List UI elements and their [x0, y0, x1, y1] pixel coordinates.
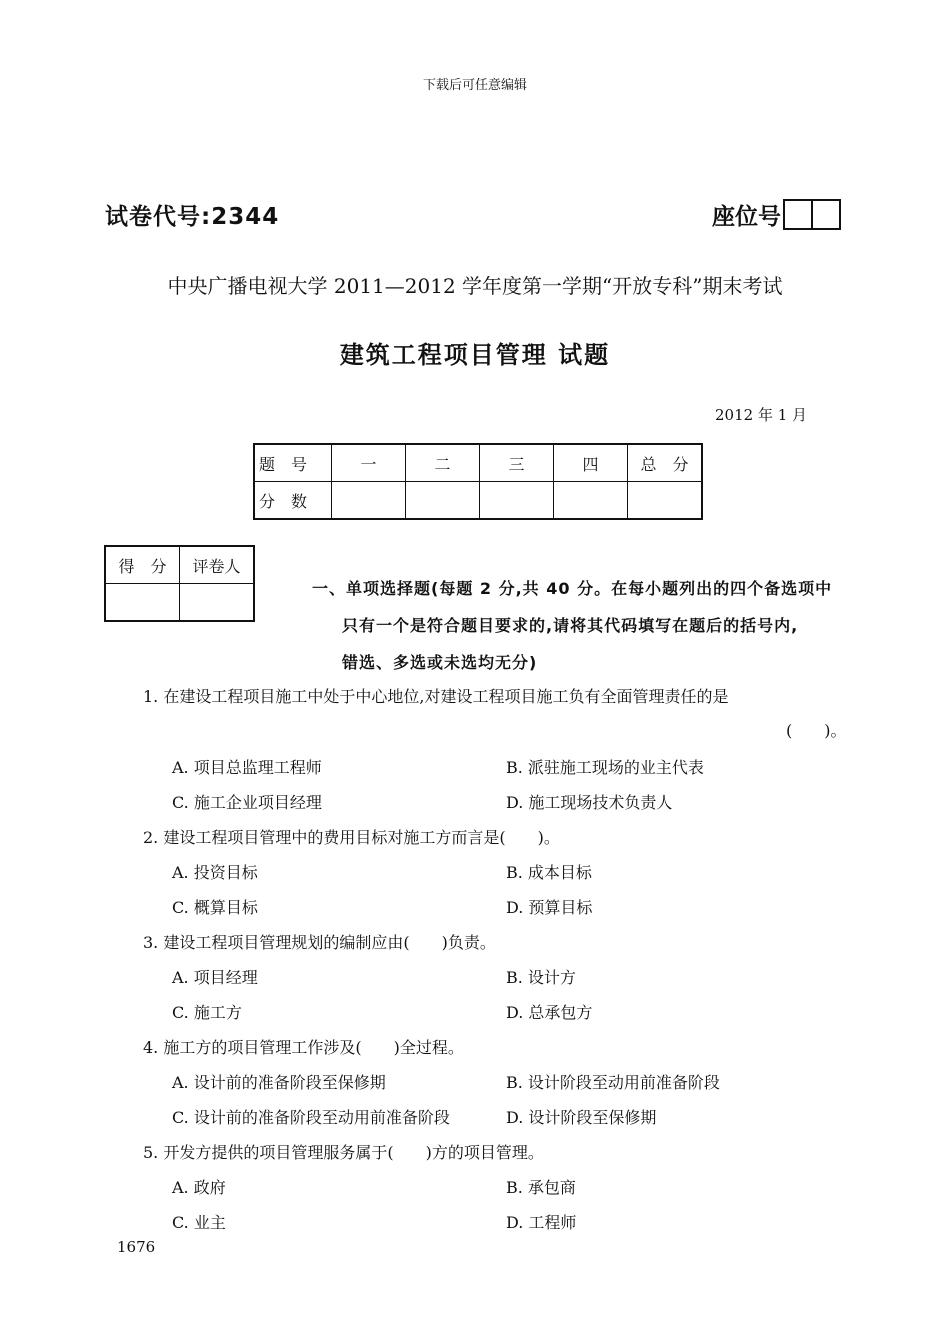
score-table-cell: 一 [332, 444, 406, 482]
seat-number [712, 198, 841, 231]
option-a: A. 项目经理 [172, 968, 258, 987]
section-1-heading [312, 570, 872, 681]
score-cell-blank [480, 482, 554, 520]
option-a: A. 设计前的准备阶段至保修期 [172, 1073, 386, 1092]
question-stem: 4. 施工方的项目管理工作涉及( )全过程。 [143, 1038, 464, 1057]
section-1-line: 一、单项选择题(每题 2 分,共 40 分。在每小题列出的四个备选项中 [312, 579, 833, 598]
option-b: B. 成本目标 [506, 863, 592, 882]
answer-blank: ( )。 [786, 721, 847, 740]
score-cell-blank [406, 482, 480, 520]
option-b: B. 承包商 [506, 1178, 576, 1197]
seat-label: 座位号 [712, 204, 781, 230]
page-title: 建筑工程项目管理 试题 [339, 341, 611, 369]
option-c: C. 施工企业项目经理 [172, 793, 322, 812]
score-cell-blank [628, 482, 703, 520]
grader-cell-blank [180, 584, 255, 622]
paper-code: 试卷代号:2344 [105, 204, 280, 230]
exam-date: 2012 年 1 月 [715, 406, 808, 424]
question-stem: 5. 开发方提供的项目管理服务属于( )方的项目管理。 [143, 1143, 544, 1162]
option-b: B. 设计方 [506, 968, 576, 987]
score-table-cell: 分 数 [254, 482, 332, 520]
option-b: B. 设计阶段至动用前准备阶段 [506, 1073, 720, 1092]
download-note: 下载后可任意编辑 [422, 78, 527, 93]
option-d: D. 预算目标 [506, 898, 593, 917]
grader-table [104, 545, 255, 622]
seat-boxes [783, 199, 841, 230]
score-table [253, 443, 703, 520]
question-stem: 2. 建设工程项目管理中的费用目标对施工方而言是( )。 [143, 828, 560, 847]
option-c: C. 业主 [172, 1213, 226, 1232]
score-table-cell: 三 [480, 444, 554, 482]
option-c: C. 概算目标 [172, 898, 258, 917]
grader-name-label: 评卷人 [180, 546, 255, 584]
score-table-cell: 题 号 [254, 444, 332, 482]
score-table-cell: 总 分 [628, 444, 703, 482]
score-table-header-row [254, 444, 702, 482]
section-1-line: 只有一个是符合题目要求的,请将其代码填写在题后的括号内, [342, 616, 799, 635]
question-stem: 1. 在建设工程项目施工中处于中心地位,对建设工程项目施工负有全面管理责任的是 [143, 687, 729, 706]
grader-cell-blank [105, 584, 180, 622]
option-a: A. 政府 [172, 1178, 226, 1197]
option-d: D. 施工现场技术负责人 [506, 793, 673, 812]
score-cell-blank [554, 482, 628, 520]
option-d: D. 总承包方 [506, 1003, 593, 1022]
grader-score-label: 得 分 [105, 546, 180, 584]
option-c: C. 施工方 [172, 1003, 242, 1022]
option-a: A. 投资目标 [172, 863, 258, 882]
option-d: D. 设计阶段至保修期 [506, 1108, 657, 1127]
page-number: 1676 [117, 1238, 156, 1256]
score-table-score-row [254, 482, 702, 520]
exam-line: 中央广播电视大学 2011—2012 学年度第一学期“开放专科”期末考试 [167, 274, 783, 298]
option-c: C. 设计前的准备阶段至动用前准备阶段 [172, 1108, 450, 1127]
score-cell-blank [332, 482, 406, 520]
score-table-cell: 二 [406, 444, 480, 482]
option-d: D. 工程师 [506, 1213, 577, 1232]
question-stem: 3. 建设工程项目管理规划的编制应由( )负责。 [143, 933, 496, 952]
option-a: A. 项目总监理工程师 [172, 758, 322, 777]
score-table-cell: 四 [554, 444, 628, 482]
section-1-line: 错选、多选或未选均无分) [342, 653, 538, 672]
option-b: B. 派驻施工现场的业主代表 [506, 758, 704, 777]
